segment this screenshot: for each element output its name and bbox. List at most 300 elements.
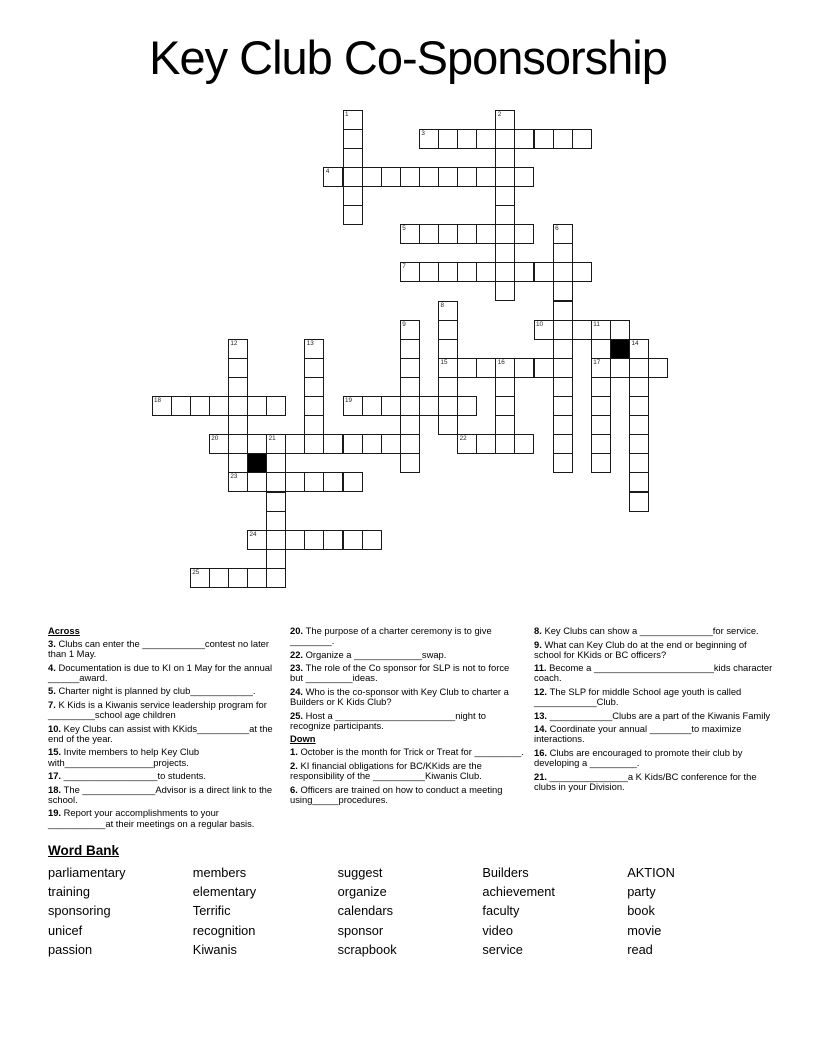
grid-cell[interactable] [438, 167, 458, 187]
clue-text: October is the month for Trick or Treat for _________. [300, 746, 524, 758]
word-bank-item: Kiwanis [192, 941, 237, 957]
grid-cell[interactable] [266, 530, 286, 550]
grid-cell[interactable] [247, 434, 267, 454]
clue-number: 21. [534, 770, 550, 782]
clue-text: Officers are trained on how to conduct a meeting using_____procedures. [290, 783, 503, 805]
word-bank-item: movie [627, 922, 662, 938]
cell-number: 22 [459, 435, 467, 443]
section-header-down: Down [290, 733, 316, 745]
grid-cell[interactable] [400, 167, 420, 187]
grid-cell[interactable] [343, 205, 363, 225]
word-bank-item: book [627, 903, 655, 919]
clue-9 [534, 640, 774, 660]
grid-cell[interactable] [228, 472, 248, 492]
cell-number: 12 [230, 339, 238, 347]
section-header-across: Across [48, 625, 80, 636]
grid-cell[interactable] [438, 396, 458, 416]
grid-cell[interactable] [572, 129, 592, 149]
grid-cell[interactable] [457, 167, 477, 187]
grid-cell[interactable] [304, 358, 324, 378]
clue-text: ____________Clubs are a part of the Kiwanis Family [549, 709, 771, 721]
word-bank-item: party [627, 884, 656, 900]
clue-number: 18. [48, 783, 64, 795]
grid-cell[interactable] [495, 110, 515, 130]
word-bank-item: training [48, 884, 90, 900]
grid-cell[interactable] [247, 530, 267, 550]
cell-number: 2 [497, 110, 502, 118]
word-bank-item: Terrific [192, 903, 231, 919]
clue-number: 7. [48, 699, 59, 711]
grid-cell[interactable] [553, 396, 573, 416]
clue-number: 25. [290, 709, 306, 721]
clue-text: Clubs are encouraged to promote their club by developing a _________. [534, 746, 743, 769]
clue-text: The ______________Advisor is a direct link to the school. [48, 783, 273, 805]
word-bank-item: parliamentary [48, 865, 126, 880]
word-bank-item: suggest [337, 865, 383, 880]
grid-cell[interactable] [476, 434, 496, 454]
grid-cell[interactable] [304, 415, 324, 435]
grid-cell[interactable] [438, 415, 458, 435]
word-bank-column-4 [482, 863, 627, 959]
clue-text: Clubs can enter the ____________contest no later than 1 May. [48, 638, 270, 660]
clue-text: Coordinate your annual ________to maximize interactions. [534, 723, 742, 745]
grid-cell[interactable] [457, 358, 477, 378]
grid-cell[interactable] [228, 568, 248, 588]
grid-cell[interactable] [629, 492, 649, 512]
grid-cell[interactable] [362, 434, 382, 454]
grid-cell[interactable] [495, 281, 515, 301]
grid-cell[interactable] [495, 262, 515, 282]
clue-text: What can Key Club do at the end or beginning of school for KKids or BC officers? [534, 638, 747, 660]
clue-number: 9. [534, 638, 545, 650]
grid-cell[interactable] [400, 262, 420, 282]
grid-cell[interactable] [400, 377, 420, 397]
grid-cell[interactable] [438, 301, 458, 321]
grid-cell[interactable] [553, 339, 573, 359]
cell-number: 8 [440, 301, 445, 309]
grid-cell[interactable] [629, 415, 649, 435]
grid-cell[interactable] [553, 453, 573, 473]
grid-cell[interactable] [400, 434, 420, 454]
grid-cell[interactable] [457, 224, 477, 244]
grid-cell[interactable] [476, 224, 496, 244]
grid-cell[interactable] [400, 320, 420, 340]
clue-text: Organize a _____________swap. [305, 648, 447, 660]
cell-number: 6 [555, 225, 559, 233]
clue-number: 16. [534, 746, 550, 758]
clue-11 [534, 663, 774, 683]
word-bank-column-1 [48, 863, 193, 959]
clue-1 [290, 747, 524, 757]
grid-cell[interactable] [343, 472, 363, 492]
clue-text: Charter night is planned by club____________. [58, 685, 256, 697]
grid-cell[interactable] [438, 129, 458, 149]
grid-cell[interactable] [553, 377, 573, 397]
clue-7 [48, 700, 280, 720]
word-bank-item: achievement [482, 884, 555, 900]
word-bank-columns [48, 863, 778, 959]
grid-cell[interactable] [457, 434, 477, 454]
clue-number: 20. [290, 625, 306, 636]
clue-text: The purpose of a charter ceremony is to give ________. [290, 625, 492, 647]
word-bank-item: scrapbook [337, 941, 397, 957]
clue-number: 3. [48, 638, 59, 650]
grid-cell[interactable] [610, 320, 630, 340]
word-bank-column-3 [338, 863, 483, 959]
grid-cell[interactable] [190, 396, 210, 416]
grid-cell[interactable] [343, 396, 363, 416]
grid-cell[interactable] [495, 148, 515, 168]
grid-cell[interactable] [266, 472, 286, 492]
grid-cell[interactable] [343, 129, 363, 149]
grid-cell[interactable] [419, 262, 439, 282]
clue-20 [290, 626, 524, 646]
cell-number: 14 [631, 339, 639, 347]
grid-cell[interactable] [228, 358, 248, 378]
clue-number: 1. [290, 746, 301, 758]
clue-18 [48, 785, 280, 805]
grid-cell[interactable] [343, 530, 363, 550]
clue-text: The SLP for middle School age youth is called ____________Club. [534, 685, 742, 708]
word-bank-column-2 [193, 863, 338, 959]
clue-text: Invite members to help Key Club with_________________projects. [48, 746, 200, 768]
grid-cell[interactable] [304, 472, 324, 492]
clue-text: __________________to students. [63, 770, 206, 782]
clue-column-right [534, 626, 774, 795]
grid-cell[interactable] [514, 167, 534, 187]
grid-cell[interactable] [629, 339, 649, 359]
clue-text: The role of the Co sponsor for SLP is not to force but _________ideas. [290, 662, 510, 684]
grid-cell[interactable] [304, 396, 324, 416]
grid-cell[interactable] [534, 320, 554, 340]
clue-number: 19. [48, 807, 64, 819]
clue-3 [48, 639, 280, 659]
grid-cell[interactable] [629, 434, 649, 454]
clue-text: KI financial obligations for BC/KKids are the responsibility of the __________Kiwanis Club. [290, 760, 482, 782]
grid-cell[interactable] [381, 167, 401, 187]
clue-number: 4. [48, 661, 59, 673]
grid-cell[interactable] [534, 358, 554, 378]
grid-cell[interactable] [190, 568, 210, 588]
grid-cell[interactable] [362, 396, 382, 416]
grid-cell[interactable] [572, 320, 592, 340]
grid-cell[interactable] [419, 167, 439, 187]
grid-cell[interactable] [553, 243, 573, 263]
grid-cell[interactable] [266, 453, 286, 473]
grid-cell[interactable] [514, 434, 534, 454]
cell-number: 7 [402, 263, 406, 271]
cell-number: 10 [536, 320, 544, 328]
grid-cell[interactable] [419, 396, 439, 416]
grid-cell[interactable] [629, 396, 649, 416]
grid-cell[interactable] [495, 186, 515, 206]
grid-cell[interactable] [247, 568, 267, 588]
clue-number: 6. [290, 783, 301, 795]
grid-cell[interactable] [438, 262, 458, 282]
cell-number: 24 [249, 530, 257, 538]
clue-25 [290, 711, 524, 731]
grid-cell[interactable] [495, 415, 515, 435]
grid-cell[interactable] [553, 224, 573, 244]
word-bank-item: AKTION [627, 865, 675, 880]
grid-cell[interactable] [304, 530, 324, 550]
grid-cell[interactable] [400, 339, 420, 359]
clue-10 [48, 724, 280, 744]
clue-text: Who is the co-sponsor with Key Club to charter a Builders or K Kids Club? [290, 685, 509, 708]
cell-number: 18 [154, 397, 162, 404]
grid-cell[interactable] [629, 472, 649, 492]
grid-cell[interactable] [495, 243, 515, 263]
cell-number: 17 [593, 358, 601, 366]
grid-cell[interactable] [438, 339, 458, 359]
grid-cell[interactable] [629, 453, 649, 473]
word-bank-item: passion [48, 941, 93, 957]
grid-cell[interactable] [438, 358, 458, 378]
grid-cell[interactable] [209, 434, 229, 454]
clue-22 [290, 650, 524, 660]
grid-cell[interactable] [495, 434, 515, 454]
grid-cell[interactable] [266, 396, 286, 416]
clue-21 [534, 772, 774, 792]
grid-cell[interactable] [343, 167, 363, 187]
grid-cell[interactable] [534, 262, 554, 282]
grid-cell[interactable] [304, 339, 324, 359]
grid-cell[interactable] [610, 358, 630, 378]
cell-number: 11 [593, 320, 600, 328]
grid-cell[interactable] [534, 129, 554, 149]
clue-text: K Kids is a Kiwanis service leadership program for _________school age children [48, 699, 267, 721]
grid-cell[interactable] [228, 377, 248, 397]
word-bank-item: sponsoring [48, 903, 111, 919]
cell-number: 21 [268, 435, 276, 443]
grid-cell[interactable] [228, 453, 248, 473]
grid-cell[interactable] [553, 358, 573, 378]
cell-number: 3 [421, 129, 425, 137]
word-bank-item: recognition [192, 922, 256, 938]
grid-cell[interactable] [514, 224, 534, 244]
grid-cell[interactable] [591, 415, 611, 435]
clue-8 [534, 626, 774, 636]
cell-number: 13 [306, 339, 314, 347]
grid-black-cell [610, 339, 630, 359]
grid-cell[interactable] [323, 530, 343, 550]
grid-cell[interactable] [514, 262, 534, 282]
grid-cell[interactable] [266, 511, 286, 531]
grid-cell[interactable] [514, 358, 534, 378]
clue-number: 17. [48, 770, 64, 782]
clue-6 [290, 785, 524, 805]
clue-text: Host a _______________________night to recognize participants. [290, 709, 487, 731]
grid-cell[interactable] [209, 396, 229, 416]
clue-text: Become a _______________________kids character coach. [534, 662, 773, 684]
grid-cell[interactable] [457, 262, 477, 282]
grid-cell[interactable] [438, 320, 458, 340]
grid-cell[interactable] [266, 568, 286, 588]
grid-cell[interactable] [438, 377, 458, 397]
grid-cell[interactable] [285, 530, 305, 550]
grid-cell[interactable] [343, 110, 363, 130]
clue-number: 11. [534, 662, 550, 674]
clue-12 [534, 687, 774, 707]
cell-number: 15 [440, 358, 448, 366]
cell-number: 16 [497, 358, 505, 366]
clue-number: 15. [48, 746, 64, 758]
clue-number: 13. [534, 709, 550, 721]
grid-cell[interactable] [591, 339, 611, 359]
grid-cell[interactable] [553, 262, 573, 282]
grid-cell[interactable] [476, 167, 496, 187]
grid-cell[interactable] [553, 129, 573, 149]
grid-cell[interactable] [591, 358, 611, 378]
clue-column-left [48, 626, 280, 832]
grid-cell[interactable] [362, 530, 382, 550]
grid-cell[interactable] [419, 129, 439, 149]
clue-number: 14. [534, 723, 550, 735]
word-bank-item: elementary [192, 884, 257, 900]
grid-cell[interactable] [152, 396, 172, 416]
word-bank-item: Builders [482, 865, 529, 880]
clue-14 [534, 724, 774, 744]
grid-cell[interactable] [572, 262, 592, 282]
cell-number: 25 [192, 568, 200, 576]
grid-cell[interactable] [476, 129, 496, 149]
clue-text: Key Clubs can show a ______________for service. [544, 625, 759, 636]
grid-cell[interactable] [343, 434, 363, 454]
grid-cell[interactable] [419, 224, 439, 244]
clue-13 [534, 711, 774, 721]
grid-cell[interactable] [495, 205, 515, 225]
grid-cell[interactable] [495, 358, 515, 378]
grid-cell[interactable] [209, 568, 229, 588]
grid-cell[interactable] [495, 377, 515, 397]
word-bank-item: video [482, 922, 513, 938]
grid-cell[interactable] [266, 549, 286, 569]
cell-number: 19 [345, 397, 353, 404]
word-bank-item: organize [337, 884, 387, 900]
grid-cell[interactable] [285, 434, 305, 454]
clue-16 [534, 748, 774, 768]
cell-number: 20 [211, 435, 219, 443]
grid-cell[interactable] [495, 167, 515, 187]
grid-cell[interactable] [591, 377, 611, 397]
clue-number: 10. [48, 722, 64, 734]
grid-cell[interactable] [343, 148, 363, 168]
grid-cell[interactable] [400, 415, 420, 435]
word-bank-item: faculty [482, 903, 520, 919]
grid-cell[interactable] [171, 396, 191, 416]
grid-cell[interactable] [400, 358, 420, 378]
clue-text: Documentation is due to KI on 1 May for the annual ______award. [48, 661, 273, 683]
clue-5 [48, 686, 280, 696]
grid-cell[interactable] [495, 129, 515, 149]
clue-number: 23. [290, 662, 306, 674]
grid-cell[interactable] [323, 472, 343, 492]
clue-number: 22. [290, 648, 306, 660]
clue-2 [290, 761, 524, 781]
grid-cell[interactable] [247, 472, 267, 492]
grid-cell[interactable] [228, 434, 248, 454]
grid-cell[interactable] [591, 320, 611, 340]
word-bank [48, 843, 778, 959]
grid-cell[interactable] [266, 434, 286, 454]
grid-cell[interactable] [381, 396, 401, 416]
word-bank-column-5 [627, 863, 772, 959]
grid-cell[interactable] [553, 281, 573, 301]
clue-text: Key Clubs can assist with KKids__________at the end of the year. [48, 722, 273, 744]
word-bank-item: sponsor [337, 922, 384, 938]
grid-cell[interactable] [323, 167, 343, 187]
clue-number: 12. [534, 685, 550, 697]
clue-number: 24. [290, 685, 306, 697]
clue-number: 5. [48, 685, 59, 697]
grid-cell[interactable] [629, 377, 649, 397]
grid-cell[interactable] [228, 339, 248, 359]
clue-19 [48, 808, 280, 828]
grid-cell[interactable] [228, 396, 248, 416]
grid-cell[interactable] [438, 224, 458, 244]
grid-cell[interactable] [476, 262, 496, 282]
grid-black-cell [247, 453, 267, 473]
grid-cell[interactable] [648, 358, 668, 378]
grid-cell[interactable] [553, 415, 573, 435]
grid-cell[interactable] [381, 434, 401, 454]
grid-cell[interactable] [591, 396, 611, 416]
word-bank-title: Word Bank [48, 843, 120, 858]
clue-24 [290, 687, 524, 707]
clue-17 [48, 771, 280, 781]
cell-number: 5 [402, 225, 406, 233]
word-bank-item: members [192, 865, 247, 880]
clue-column-middle [290, 626, 524, 808]
word-bank-item: unicef [48, 922, 83, 938]
grid-cell[interactable] [266, 492, 286, 512]
cell-number: 23 [230, 473, 238, 481]
grid-cell[interactable] [323, 434, 343, 454]
grid-cell[interactable] [553, 301, 573, 321]
grid-cell[interactable] [247, 396, 267, 416]
clue-text: Report your accomplishments to your ___________at their meetings on a regular basis. [48, 807, 255, 829]
grid-cell[interactable] [400, 396, 420, 416]
grid-cell[interactable] [495, 396, 515, 416]
grid-cell[interactable] [553, 320, 573, 340]
grid-cell[interactable] [553, 434, 573, 454]
grid-cell[interactable] [343, 186, 363, 206]
grid-cell[interactable] [304, 377, 324, 397]
word-bank-item: service [482, 941, 523, 957]
grid-cell[interactable] [362, 167, 382, 187]
grid-cell[interactable] [400, 453, 420, 473]
grid-cell[interactable] [495, 224, 515, 244]
grid-cell[interactable] [457, 396, 477, 416]
clue-number: 2. [290, 760, 301, 772]
clue-23 [290, 663, 524, 683]
grid-cell[interactable] [476, 358, 496, 378]
grid-cell[interactable] [400, 224, 420, 244]
grid-cell[interactable] [629, 358, 649, 378]
grid-cell[interactable] [591, 434, 611, 454]
grid-cell[interactable] [457, 129, 477, 149]
word-bank-item: calendars [337, 903, 394, 919]
grid-cell[interactable] [228, 415, 248, 435]
grid-cell[interactable] [591, 453, 611, 473]
cell-number: 4 [325, 167, 330, 175]
grid-cell[interactable] [285, 472, 305, 492]
cell-number: 1 [345, 110, 349, 118]
clue-text: _______________a K Kids/BC conference for the clubs in your Division. [534, 770, 757, 792]
grid-cell[interactable] [304, 434, 324, 454]
grid-cell[interactable] [514, 129, 534, 149]
page-title: Key Club Co-Sponsorship [149, 31, 667, 84]
